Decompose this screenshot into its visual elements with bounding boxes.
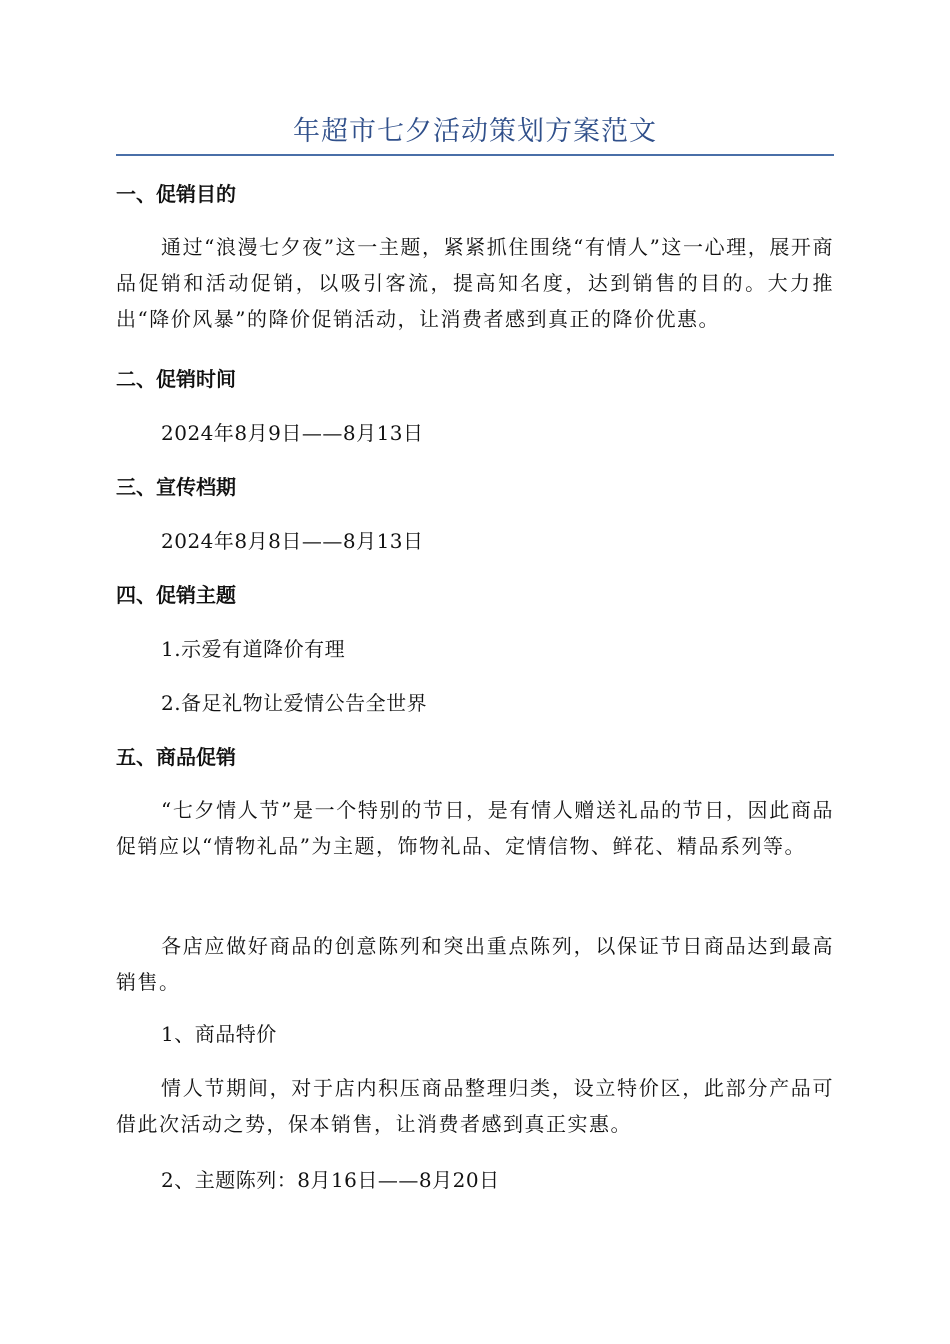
theme-item-2: 2.备足礼物让爱情公告全世界 (161, 691, 428, 715)
paragraph-product-promotion-2: 各店应做好商品的创意陈列和突出重点陈列，以保证节日商品达到最高销售。 (116, 934, 834, 994)
section-heading-promotion-time: 二、促销时间 (116, 367, 236, 391)
section-heading-publicity-period: 三、宣传档期 (116, 475, 236, 499)
section-heading-promotion-purpose: 一、促销目的 (116, 182, 236, 206)
subheading-theme-display: 2、主题陈列：8月16日——8月20日 (161, 1168, 500, 1192)
document-title: 年超市七夕活动策划方案范文 (293, 116, 657, 147)
section-heading-promotion-theme: 四、促销主题 (116, 583, 236, 607)
paragraph-product-promotion-1: “七夕情人节”是一个特别的节日，是有情人赠送礼品的节日，因此商品促销应以“情物礼品”为主题，饰物礼品、定情信物、鲜花、精品系列等。 (116, 798, 834, 858)
promotion-time-text: 2024年8月9日——8月13日 (161, 421, 424, 445)
section-heading-product-promotion: 五、商品促销 (116, 745, 236, 769)
title-underline (116, 154, 834, 156)
paragraph-promotion-purpose: 通过“浪漫七夕夜”这一主题，紧紧抓住围绕“有情人”这一心理，展开商品促销和活动促销，以吸引客流，提高知名度，达到销售的目的。大力推出“降价风暴”的降价促销活动，让消费者感到真正的降价优惠。 (116, 235, 834, 331)
subheading-special-price: 1、商品特价 (161, 1022, 277, 1046)
theme-item-1: 1.示爱有道降价有理 (161, 637, 346, 661)
paragraph-special-price: 情人节期间，对于店内积压商品整理归类，设立特价区，此部分产品可借此次活动之势，保本销售，让消费者感到真正实惠。 (116, 1076, 834, 1136)
publicity-period-text: 2024年8月8日——8月13日 (161, 529, 424, 553)
